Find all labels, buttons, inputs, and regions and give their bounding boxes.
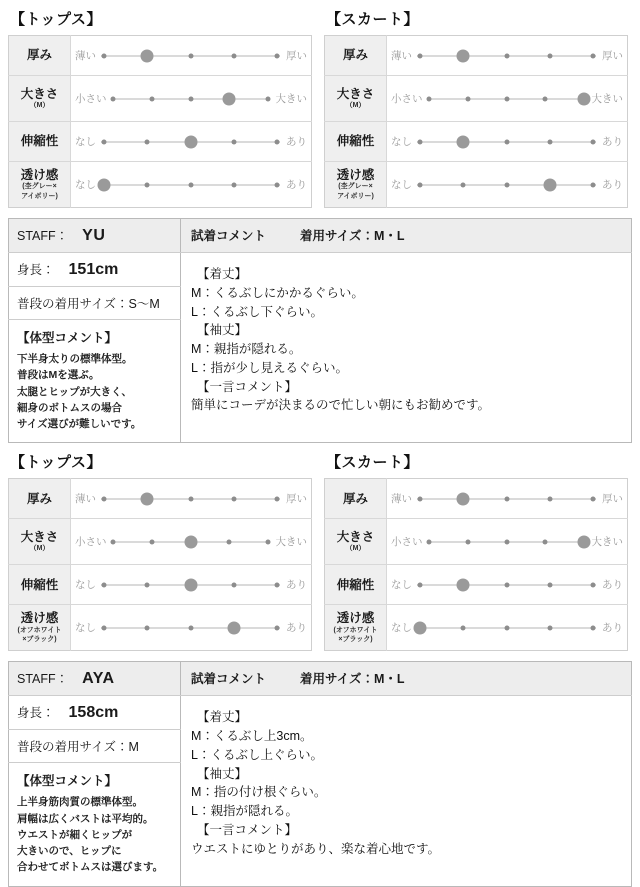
scale-track[interactable] bbox=[98, 621, 283, 635]
scale-dot[interactable] bbox=[275, 139, 280, 144]
scale-track[interactable] bbox=[414, 578, 599, 592]
body-comment-header: 【体型コメント】 bbox=[17, 331, 118, 345]
scale-dot[interactable] bbox=[543, 96, 548, 101]
scale-dot[interactable] bbox=[231, 496, 236, 501]
spec-row-scale-cell bbox=[71, 122, 312, 162]
scale-dot[interactable] bbox=[417, 53, 422, 58]
scale-left-label: 小さい bbox=[75, 93, 107, 105]
spec-row-label-main: 大きさ bbox=[20, 529, 59, 544]
scale-dot[interactable] bbox=[231, 53, 236, 58]
scale-dot[interactable] bbox=[547, 625, 552, 630]
scale-dot[interactable] bbox=[275, 53, 280, 58]
spec-title: 【トップス】 bbox=[10, 11, 102, 28]
scale-dot[interactable] bbox=[504, 496, 509, 501]
scale-left-label: 小さい bbox=[391, 93, 423, 105]
scale-dot[interactable] bbox=[461, 182, 466, 187]
spec-row-label-main: 厚み bbox=[342, 48, 368, 63]
scale-dot[interactable] bbox=[111, 539, 116, 544]
spec-row-label-sub: （M） bbox=[345, 101, 366, 109]
spec-row-label bbox=[325, 565, 387, 605]
scale-dot-active[interactable] bbox=[184, 135, 197, 148]
spec-row-0 bbox=[325, 479, 628, 519]
scale bbox=[391, 577, 623, 592]
body-comment-line: サイズ選びが難しいです。 bbox=[17, 418, 142, 431]
spec-row-label bbox=[325, 519, 387, 565]
staff-height-row bbox=[9, 253, 632, 287]
scale bbox=[75, 48, 307, 63]
fitting-comment-line: 【着丈】 bbox=[197, 710, 248, 725]
scale-dot[interactable] bbox=[504, 625, 509, 630]
scale bbox=[75, 134, 307, 149]
body-comment-line: 普段はMを選ぶ。 bbox=[17, 369, 100, 382]
spec-row-label bbox=[9, 76, 71, 122]
scale-dot[interactable] bbox=[504, 139, 509, 144]
scale-dot-active[interactable] bbox=[543, 178, 556, 191]
scale-dot[interactable] bbox=[591, 139, 596, 144]
spec-row-label bbox=[325, 605, 387, 651]
spec-row-3 bbox=[9, 162, 312, 208]
scale-right-label: 大きい bbox=[591, 93, 623, 105]
scale-dot-active[interactable] bbox=[184, 578, 197, 591]
spec-row-label-main: 透け感 bbox=[20, 167, 59, 182]
scale-track[interactable] bbox=[98, 178, 283, 192]
staff-name: YU bbox=[82, 227, 106, 244]
scale-dot[interactable] bbox=[461, 625, 466, 630]
spec-row-label-main: 透け感 bbox=[336, 167, 375, 182]
scale-dot[interactable] bbox=[231, 139, 236, 144]
scale-dot[interactable] bbox=[231, 182, 236, 187]
scale-dot-active[interactable] bbox=[577, 535, 590, 548]
scale-dot[interactable] bbox=[265, 96, 270, 101]
spec-row-1 bbox=[9, 76, 312, 122]
scale-dot-active[interactable] bbox=[223, 92, 236, 105]
body-comment-header: 【体型コメント】 bbox=[17, 774, 118, 789]
scale-dot[interactable] bbox=[547, 139, 552, 144]
scale-right-label: 大きい bbox=[275, 536, 307, 549]
scale-left-label: なし bbox=[75, 136, 96, 148]
fitting-comment-line: 【袖丈】 bbox=[197, 323, 248, 338]
scale-left-label: なし bbox=[391, 622, 412, 635]
body-comment-line: 肩幅は広くバストは平均的。 bbox=[17, 812, 154, 825]
spec-title: 【スカート】 bbox=[326, 454, 420, 472]
scale-dot[interactable] bbox=[231, 582, 236, 587]
spec-row-label bbox=[325, 76, 387, 122]
spec-row-scale-cell bbox=[387, 76, 628, 122]
spec-row-label-sub: （M） bbox=[345, 545, 366, 553]
spec-row-label bbox=[9, 479, 71, 519]
spec-row-2 bbox=[9, 565, 312, 605]
fitting-comment-line: L：くるぶし上ぐらい。 bbox=[191, 747, 323, 762]
scale-dot[interactable] bbox=[265, 539, 270, 544]
spec-table bbox=[324, 35, 628, 208]
scale bbox=[391, 134, 623, 149]
staff-height-row bbox=[9, 696, 632, 730]
scale-dot[interactable] bbox=[591, 53, 596, 58]
scale-dot[interactable] bbox=[188, 496, 193, 501]
height-label: 身長： bbox=[17, 263, 55, 277]
scale-left-label: 小さい bbox=[75, 536, 107, 549]
scale bbox=[391, 91, 623, 106]
staff-table bbox=[8, 218, 632, 443]
scale-dot[interactable] bbox=[101, 139, 106, 144]
fitting-comment-line: M：指の付け根ぐらい。 bbox=[191, 785, 327, 800]
size-spec-page bbox=[0, 8, 640, 874]
body-comment-line: 細身のボトムスの場合 bbox=[17, 401, 122, 414]
spec-row-label-sub: （M） bbox=[29, 101, 50, 109]
staff-header-row bbox=[9, 219, 632, 253]
body-comment-line: ウエストが細くヒップが bbox=[17, 828, 133, 841]
scale-dot[interactable] bbox=[275, 182, 280, 187]
spec-row-label-main: 厚み bbox=[342, 491, 368, 506]
fitting-comment-line: ウエストにゆとりがあり、楽な着心地です。 bbox=[191, 841, 441, 856]
fitting-comment-cell bbox=[181, 696, 632, 886]
scale-right-label: あり bbox=[602, 579, 623, 592]
spec-row-label-sub: アイボリー) bbox=[21, 192, 58, 200]
scale-dot-active[interactable] bbox=[577, 92, 590, 105]
spec-row-label-main: 伸縮性 bbox=[336, 134, 375, 149]
scale-right-label: 大きい bbox=[275, 93, 307, 105]
body-comment-cell bbox=[9, 763, 181, 886]
spec-row-label-main: 透け感 bbox=[20, 611, 59, 626]
fitting-comment-line: L：くるぶし下ぐらい。 bbox=[191, 304, 323, 319]
scale-left-label: 薄い bbox=[75, 493, 96, 506]
scale bbox=[75, 620, 307, 635]
spec-row-label bbox=[325, 36, 387, 76]
scale-dot[interactable] bbox=[101, 53, 106, 58]
scale bbox=[391, 177, 623, 192]
scale bbox=[75, 577, 307, 592]
height-cell bbox=[9, 696, 181, 730]
spec-row-label-sub: (杢グレー× bbox=[22, 183, 57, 191]
scale-dot-active[interactable] bbox=[457, 135, 470, 148]
fitting-comment-line: 簡単にコーデが決まるので忙しい朝にもお勧めです。 bbox=[191, 398, 491, 413]
spec-row-label-main: 大きさ bbox=[336, 86, 375, 101]
spec-row-label-main: 厚み bbox=[26, 48, 52, 63]
spec-row-label bbox=[9, 519, 71, 565]
fitting-comment-header: 試着コメント bbox=[191, 229, 267, 243]
scale-dot[interactable] bbox=[591, 182, 596, 187]
height-cell bbox=[9, 253, 181, 287]
spec-row-2 bbox=[9, 122, 312, 162]
scale-dot-active[interactable] bbox=[97, 178, 110, 191]
scale-dot[interactable] bbox=[547, 582, 552, 587]
scale-left-label: なし bbox=[391, 179, 412, 191]
fitting-comment-header: 試着コメント bbox=[191, 672, 267, 687]
staff-name-cell bbox=[9, 662, 181, 696]
staff-label: STAFF： bbox=[17, 672, 69, 687]
scale-dot[interactable] bbox=[275, 496, 280, 501]
scale-dot[interactable] bbox=[275, 582, 280, 587]
scale-dot-active[interactable] bbox=[457, 492, 470, 505]
scale-dot[interactable] bbox=[188, 53, 193, 58]
scale-dot[interactable] bbox=[111, 96, 116, 101]
fitting-comment-line: L：親指が隠れる。 bbox=[191, 804, 298, 819]
spec-row-scale-cell bbox=[71, 479, 312, 519]
spec-column bbox=[8, 8, 312, 208]
staff-header-row bbox=[9, 662, 632, 696]
scale bbox=[391, 534, 623, 549]
spec-row-label bbox=[9, 36, 71, 76]
spec-table bbox=[324, 478, 628, 651]
staff-name-cell bbox=[9, 219, 181, 253]
scale bbox=[75, 491, 307, 506]
scale-dot[interactable] bbox=[591, 496, 596, 501]
worn-size: 着用サイズ：M・L bbox=[300, 229, 405, 243]
spec-row-3 bbox=[325, 605, 628, 651]
scale-dot[interactable] bbox=[417, 139, 422, 144]
body-comment-line: 大きいので、ヒップに bbox=[17, 845, 122, 858]
height-label: 身長： bbox=[17, 706, 55, 721]
scale-dot[interactable] bbox=[547, 496, 552, 501]
spec-row-label-sub: アイボリー) bbox=[337, 192, 374, 200]
usual-size-cell: 普段の着用サイズ：S～M bbox=[9, 287, 181, 320]
spec-row-label-sub: ×ブラック) bbox=[22, 636, 57, 644]
scale-right-label: あり bbox=[286, 579, 307, 592]
scale-right-label: あり bbox=[286, 622, 307, 635]
body-comment-line: 上半身筋肉質の標準体型。 bbox=[17, 796, 143, 809]
spec-row-3 bbox=[9, 605, 312, 651]
spec-row-label-main: 伸縮性 bbox=[336, 577, 375, 592]
scale-dot[interactable] bbox=[227, 539, 232, 544]
spec-row-2 bbox=[325, 565, 628, 605]
scale-track[interactable] bbox=[414, 49, 599, 63]
scale-dot[interactable] bbox=[504, 582, 509, 587]
scale-dot[interactable] bbox=[547, 53, 552, 58]
scale-dot[interactable] bbox=[188, 625, 193, 630]
spec-title: 【スカート】 bbox=[326, 11, 420, 28]
scale-dot[interactable] bbox=[145, 625, 150, 630]
scale-dot[interactable] bbox=[145, 139, 150, 144]
scale-track[interactable] bbox=[414, 178, 599, 192]
spec-row-scale-cell bbox=[387, 122, 628, 162]
spec-row-label bbox=[9, 605, 71, 651]
spec-row-0 bbox=[9, 36, 312, 76]
scale-left-label: 薄い bbox=[391, 50, 412, 62]
scale-right-label: 厚い bbox=[286, 50, 307, 62]
fitting-comment-line: M：親指が隠れる。 bbox=[191, 342, 302, 356]
spec-row-scale-cell bbox=[71, 565, 312, 605]
scale-dot[interactable] bbox=[504, 96, 509, 101]
spec-row-scale-cell bbox=[387, 162, 628, 208]
scale-track[interactable] bbox=[414, 492, 599, 506]
spec-row-0 bbox=[9, 479, 312, 519]
scale-right-label: あり bbox=[602, 136, 623, 148]
scale-right-label: 厚い bbox=[602, 493, 623, 506]
spec-column bbox=[324, 8, 628, 208]
usual-size-cell: 普段の着用サイズ：M bbox=[9, 730, 181, 763]
staff-label: STAFF： bbox=[17, 229, 69, 243]
fitting-comment-line: M：くるぶし上3cm。 bbox=[191, 729, 313, 744]
scale-dot[interactable] bbox=[149, 539, 154, 544]
spec-row-label-main: 大きさ bbox=[336, 529, 375, 544]
scale-dot[interactable] bbox=[101, 625, 106, 630]
scale-dot-active[interactable] bbox=[457, 49, 470, 62]
spec-row-scale-cell bbox=[71, 36, 312, 76]
height-value: 158cm bbox=[68, 704, 119, 722]
fitting-comment-line: M：くるぶしにかかるぐらい。 bbox=[191, 285, 364, 300]
scale-left-label: なし bbox=[75, 622, 96, 635]
scale-dot[interactable] bbox=[543, 539, 548, 544]
scale-dot-active[interactable] bbox=[141, 492, 154, 505]
spec-row-scale-cell bbox=[387, 519, 628, 565]
staff-name: AYA bbox=[82, 670, 115, 688]
fitting-comment-cell bbox=[181, 253, 632, 443]
spec-row-scale-cell bbox=[71, 76, 312, 122]
spec-row-label-main: 大きさ bbox=[20, 86, 59, 101]
scale-dot[interactable] bbox=[145, 182, 150, 187]
spec-section bbox=[8, 8, 632, 208]
body-comment-line: 合わせてボトムスは選びます。 bbox=[17, 861, 164, 874]
fitting-comment-line: 【着丈】 bbox=[197, 267, 248, 281]
scale-left-label: 小さい bbox=[391, 536, 423, 549]
spec-table bbox=[8, 35, 312, 208]
spec-row-scale-cell bbox=[71, 162, 312, 208]
spec-row-3 bbox=[325, 162, 628, 208]
scale-left-label: 薄い bbox=[391, 493, 412, 506]
scale-dot[interactable] bbox=[465, 539, 470, 544]
scale-dot-active[interactable] bbox=[457, 578, 470, 591]
spec-row-label bbox=[9, 565, 71, 605]
scale bbox=[75, 534, 307, 549]
block-aya bbox=[8, 451, 632, 886]
spec-row-2 bbox=[325, 122, 628, 162]
spec-row-label bbox=[9, 162, 71, 208]
scale-track[interactable] bbox=[109, 92, 273, 106]
spec-row-scale-cell bbox=[387, 36, 628, 76]
scale-dot-active[interactable] bbox=[141, 49, 154, 62]
spec-row-label bbox=[325, 122, 387, 162]
scale-dot[interactable] bbox=[504, 182, 509, 187]
scale-left-label: なし bbox=[75, 179, 96, 191]
scale-dot[interactable] bbox=[417, 582, 422, 587]
spec-row-label-sub: ×ブラック) bbox=[338, 636, 373, 644]
scale-dot-active[interactable] bbox=[184, 535, 197, 548]
scale-left-label: なし bbox=[391, 579, 412, 592]
scale-track[interactable] bbox=[109, 535, 273, 549]
scale-dot[interactable] bbox=[427, 539, 432, 544]
scale-left-label: なし bbox=[75, 579, 96, 592]
fitting-comment-line: 【一言コメント】 bbox=[197, 379, 298, 394]
spec-column bbox=[8, 451, 312, 651]
scale-dot[interactable] bbox=[145, 582, 150, 587]
scale-dot[interactable] bbox=[149, 96, 154, 101]
scale-dot-active[interactable] bbox=[413, 621, 426, 634]
fitting-comment-header-cell bbox=[181, 219, 632, 253]
scale-dot[interactable] bbox=[504, 539, 509, 544]
spec-row-scale-cell bbox=[387, 479, 628, 519]
spec-row-label bbox=[325, 479, 387, 519]
spec-row-label-sub: （M） bbox=[29, 545, 50, 553]
spec-row-label bbox=[325, 162, 387, 208]
body-comment-line: 下半身太りの標準体型。 bbox=[17, 353, 133, 365]
scale-right-label: あり bbox=[286, 136, 307, 148]
scale-right-label: 大きい bbox=[591, 536, 623, 549]
scale bbox=[391, 491, 623, 506]
scale bbox=[391, 48, 623, 63]
scale-dot[interactable] bbox=[188, 182, 193, 187]
fitting-comment-line: 【袖丈】 bbox=[197, 766, 248, 781]
spec-row-label-sub: (杢グレー× bbox=[338, 183, 373, 191]
fitting-comment-header-cell bbox=[181, 662, 632, 696]
spec-row-label-sub: (オフホワイト bbox=[17, 626, 62, 634]
scale-dot-active[interactable] bbox=[227, 621, 240, 634]
spec-row-label bbox=[9, 122, 71, 162]
scale-right-label: 厚い bbox=[286, 493, 307, 506]
spec-row-label-main: 伸縮性 bbox=[20, 577, 59, 592]
spec-section bbox=[8, 451, 632, 651]
scale-dot[interactable] bbox=[417, 496, 422, 501]
scale-track[interactable] bbox=[98, 49, 283, 63]
spec-title: 【トップス】 bbox=[10, 454, 102, 472]
spec-row-scale-cell bbox=[387, 605, 628, 651]
scale-track[interactable] bbox=[414, 621, 599, 635]
spec-row-label-sub: (オフホワイト bbox=[333, 626, 378, 634]
body-comment-line: 太腿とヒップが大きく、 bbox=[17, 385, 132, 398]
scale-dot[interactable] bbox=[465, 96, 470, 101]
scale-dot[interactable] bbox=[427, 96, 432, 101]
spec-row-label-main: 透け感 bbox=[336, 611, 375, 626]
spec-row-scale-cell bbox=[387, 565, 628, 605]
scale-dot[interactable] bbox=[504, 53, 509, 58]
scale-right-label: 厚い bbox=[602, 50, 623, 62]
scale-dot[interactable] bbox=[591, 582, 596, 587]
spec-row-0 bbox=[325, 36, 628, 76]
spec-row-scale-cell bbox=[71, 519, 312, 565]
worn-size: 着用サイズ：M・L bbox=[300, 672, 405, 687]
scale-right-label: あり bbox=[602, 622, 623, 635]
scale-dot[interactable] bbox=[101, 582, 106, 587]
spec-row-1 bbox=[9, 519, 312, 565]
fitting-comment-line: 【一言コメント】 bbox=[197, 822, 298, 837]
scale-track[interactable] bbox=[425, 92, 589, 106]
body-comment-cell bbox=[9, 320, 181, 443]
scale bbox=[391, 620, 623, 635]
scale-dot[interactable] bbox=[417, 182, 422, 187]
scale-track[interactable] bbox=[414, 135, 599, 149]
spec-row-label-main: 厚み bbox=[26, 491, 52, 506]
scale-right-label: あり bbox=[286, 179, 307, 191]
scale-track[interactable] bbox=[98, 578, 283, 592]
spec-row-scale-cell bbox=[71, 605, 312, 651]
fitting-comment-line: L：指が少し見えるぐらい。 bbox=[191, 360, 348, 375]
scale-dot[interactable] bbox=[188, 96, 193, 101]
scale-track[interactable] bbox=[98, 135, 283, 149]
scale bbox=[75, 91, 307, 106]
scale-track[interactable] bbox=[425, 535, 589, 549]
scale-left-label: 薄い bbox=[75, 50, 96, 62]
scale-dot[interactable] bbox=[101, 496, 106, 501]
scale-right-label: あり bbox=[602, 179, 623, 191]
scale-dot[interactable] bbox=[275, 625, 280, 630]
spec-row-1 bbox=[325, 76, 628, 122]
scale-dot[interactable] bbox=[591, 625, 596, 630]
spec-row-1 bbox=[325, 519, 628, 565]
scale bbox=[75, 177, 307, 192]
scale-track[interactable] bbox=[98, 492, 283, 506]
block-yu bbox=[8, 8, 632, 443]
spec-row-label-main: 伸縮性 bbox=[20, 134, 59, 149]
scale-left-label: なし bbox=[391, 136, 412, 148]
spec-table bbox=[8, 478, 312, 651]
spec-column bbox=[324, 451, 628, 651]
height-value: 151cm bbox=[68, 261, 119, 278]
